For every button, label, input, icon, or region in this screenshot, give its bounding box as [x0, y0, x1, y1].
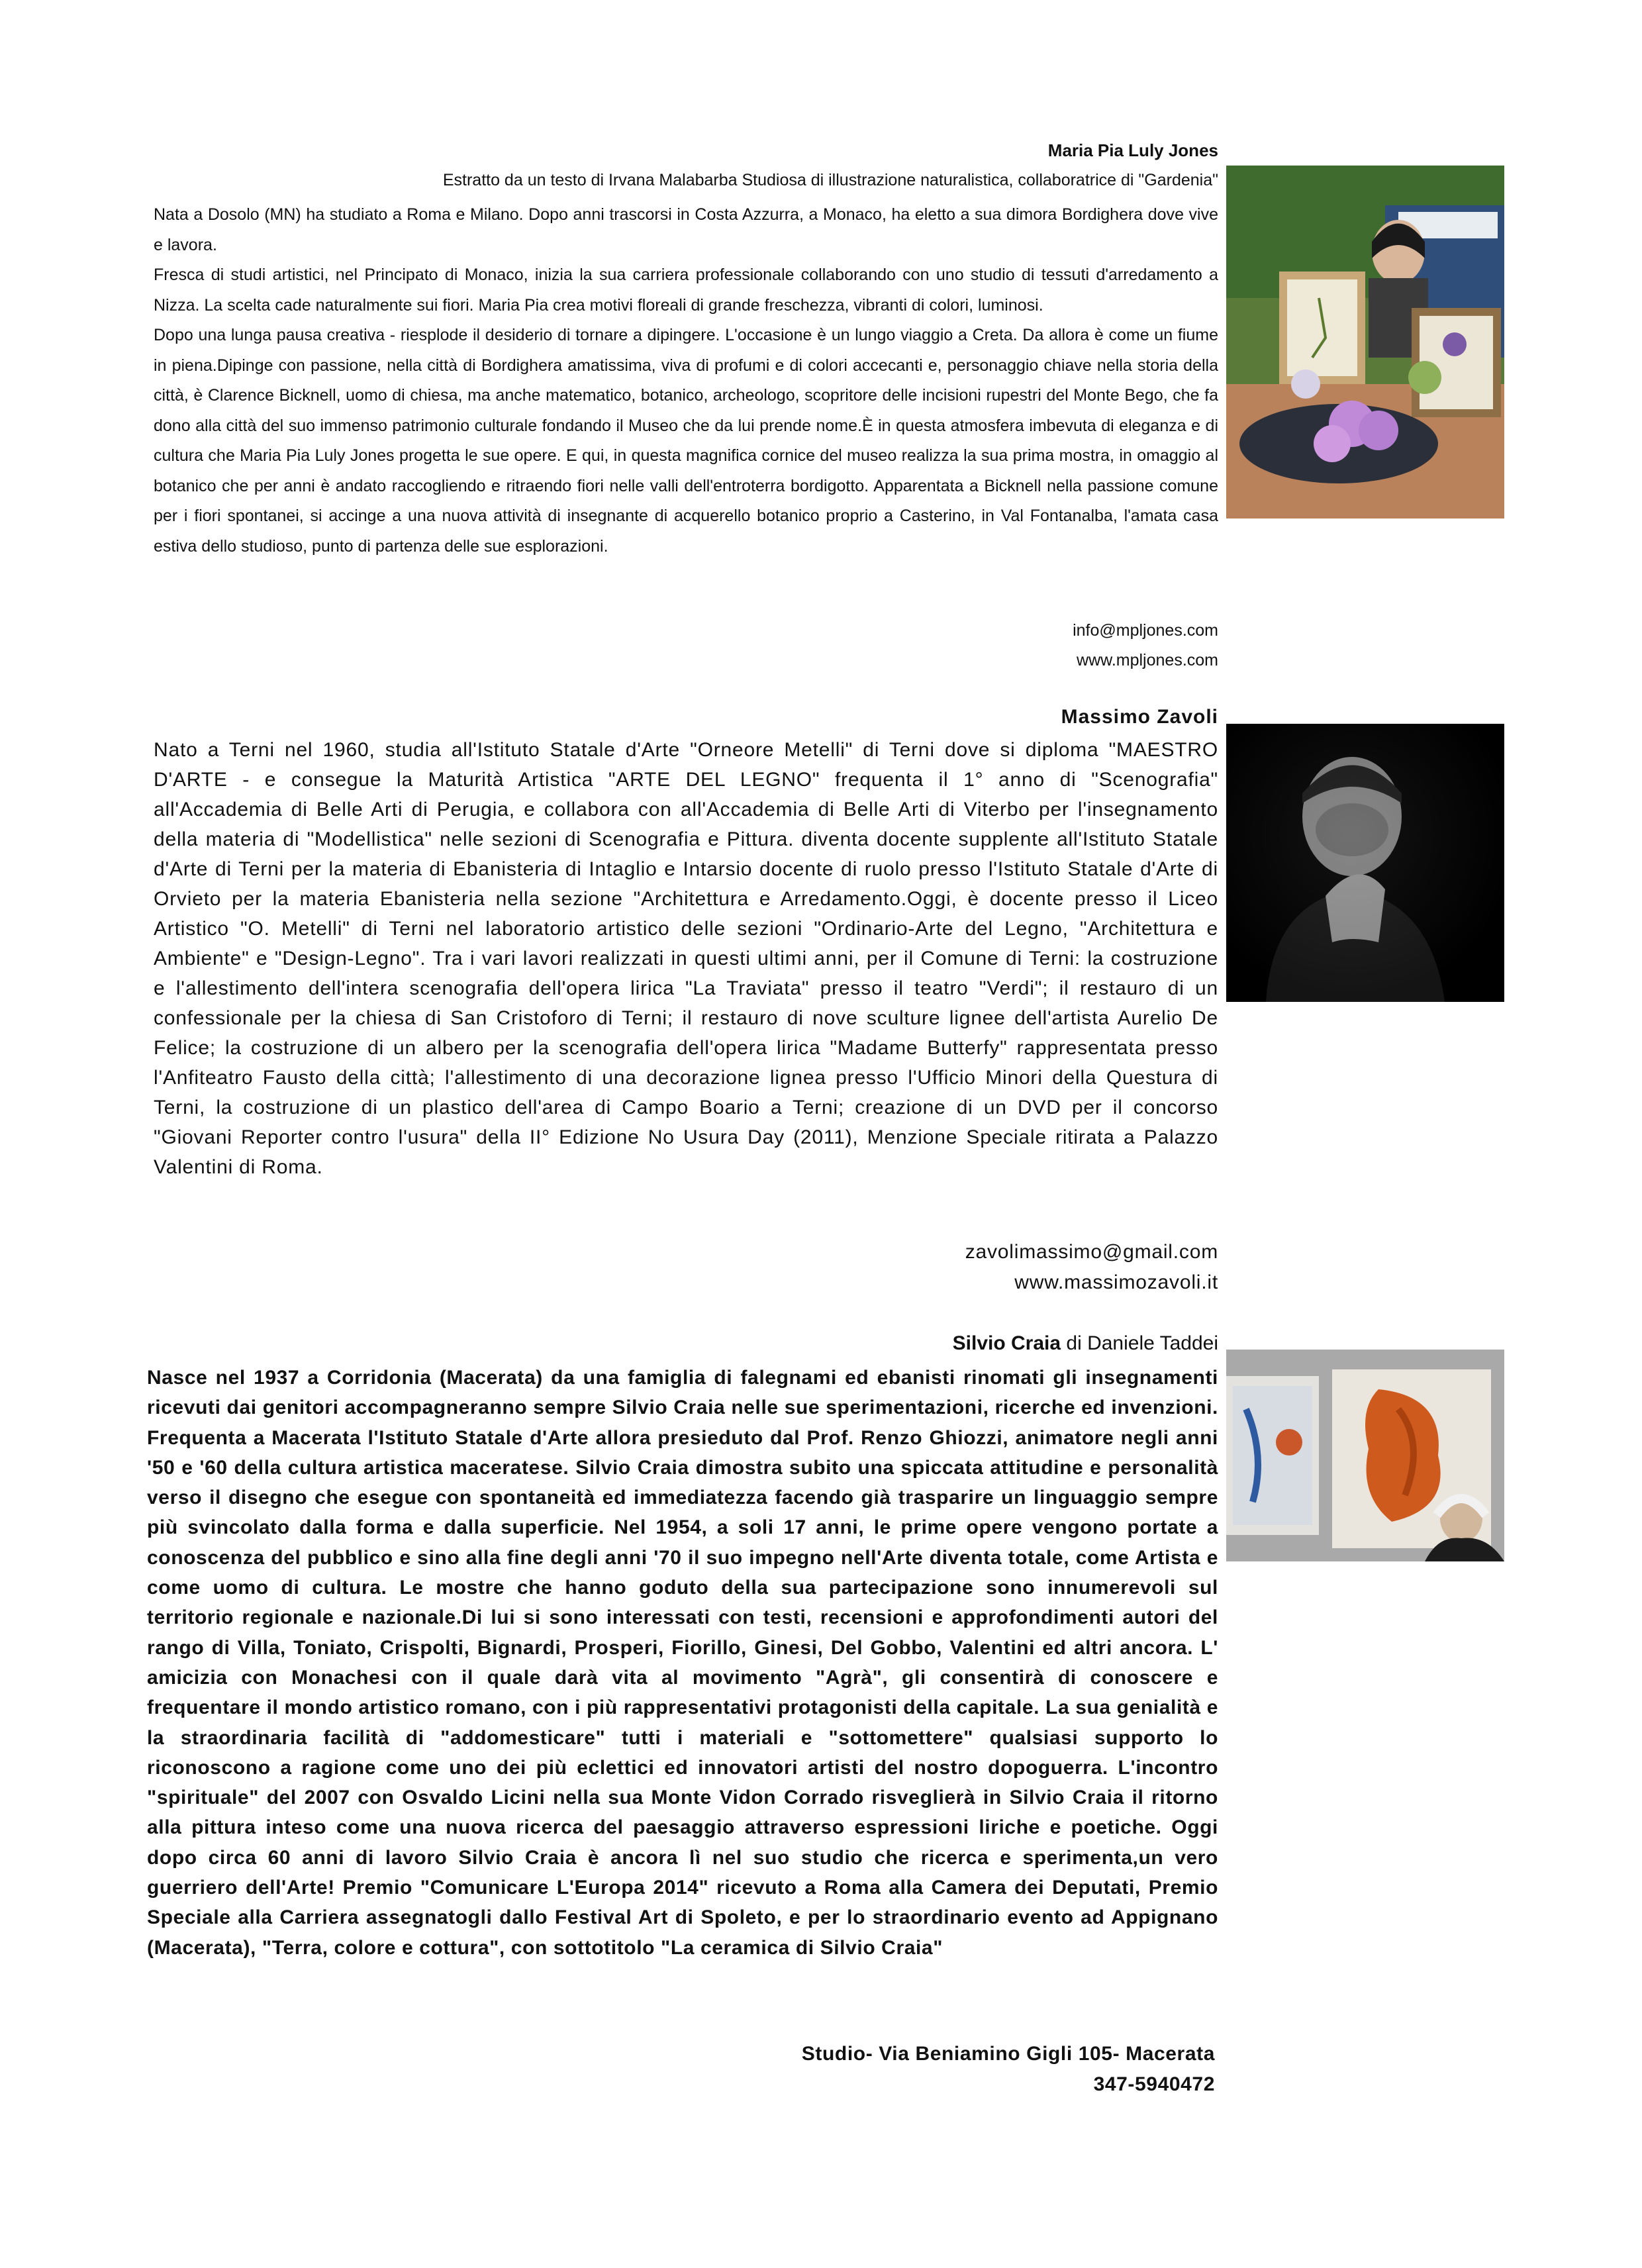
- email-link[interactable]: zavolimassimo@gmail.com: [965, 1241, 1218, 1263]
- phone-number: 347-5940472: [1093, 2073, 1215, 2095]
- artist-name-silvio: Silvio Craia: [952, 1332, 1061, 1354]
- artist-name-massimo: Massimo Zavoli: [1061, 706, 1218, 728]
- bio-text-silvio: Nasce nel 1937 a Corridonia (Macerata) da una famiglia di falegnami ed ebanisti rinomati gli insegnamenti ricevuti dai genitori accompagneranno sempre Silvio Craia nelle sue sperimentazioni, ricerche ed invenzioni. Frequenta a Macerata l'Istituto Statale d'Arte allora presieduto dal Prof. Renzo Ghiozzi, animatore negli anni '50 e '60 della cultura artistica maceratese. Silvio Craia dimostra subito una spiccata attitudine e personalità verso il disegno che esegue con spontaneità ed immediatezza facendo già trasparire un linguaggio sempre più svincolato dalla forma e dalla superficie. Nel 1954, a soli 17 anni, le prime opere vengono portate a conoscenza del pubblico e sino alla fine degli anni '70 il suo impegno nell'Arte diventa totale, come Artista e come uomo di cultura. Le mostre che hanno goduto della sua partecipazione sono innumerevoli sul territorio regionale e nazionale.Di lui si sono interessati con testi, recensioni e approfondimenti autori del rango di Villa, Toniato, Crispolti, Bignardi, Prosperi, Fiorillo, Ginesi, Del Gobbo, Valentini ed altri ancora. L' amicizia con Monachesi con il quale darà vita al movimento "Agrà", gli consentirà di conoscere e frequentare il mondo artistico romano, con i più rappresentativi protagonisti della capitale. La sua genialità e la straordinaria facilità di "addomesticare" tutti i materiali e "sottomettere" qualsiasi supporto lo riconoscono a ragione come uno dei più eclettici ed innovatori artisti del nostro dopoguerra. L'incontro "spirituale" del 2007 con Osvaldo Licini nella sua Monte Vidon Corrado risveglierà in Silvio Craia il ritorno alla pittura inteso come una nuova ricerca del paesaggio attraverso espressioni liriche e poetiche. Oggi dopo circa 60 anni di lavoro Silvio Craia è ancora lì nel suo studio che ricerca e sperimenta,un vero guerriero dell'Arte! Premio "Comunicare L'Europa 2014" ricevuto a Roma alla Camera dei Deputati, Premio Speciale alla Carriera assegnatogli dallo Festival Art di Spoleto, e per lo straordinario evento ad Appignano (Macerata), "Terra, colore e cottura", con sottotitolo "La ceramica di Silvio Craia": [147, 1367, 1218, 1959]
- artist-name-maria-pia: Maria Pia Luly Jones: [1047, 140, 1218, 160]
- bio-text-massimo: Nato a Terni nel 1960, studia all'Istituto Statale d'Arte "Orneore Metelli" di Terni dove si diploma "MAESTRO D'ARTE - e consegue la Maturità Artistica "ARTE DEL LEGNO" frequenta il 1° anno di "Scenografia" all'Accademia di Belle Arti di Perugia, e collabora con all'Accademia di Belle Arti di Viterbo per l'insegnamento della materia di "Modellistica" nelle sezioni di Scenografia e Pittura. diventa docente supplente all'Istituto Statale d'Arte di Terni per la materia di Ebanisteria di Intaglio e Intarsio docente di ruolo presso l'Istituto Statale d'Arte di Orvieto per la materia Ebanisteria nella sezione "Architettura e Arredamento.Oggi, è docente presso il Liceo Artistico "O. Metelli" di Terni nel laboratorio artistico delle sezioni "Ordinario-Arte del Legno, "Architettura e Ambiente" e "Design-Legno". Tra i vari lavori realizzati in questi ultimi anni, per il Comune di Terni: la costruzione e l'allestimento dell'intera scenografia dell'opera lirica "La Traviata" presso il teatro "Verdi"; il restauro di un confessionale per la chiesa di San Cristoforo di Terni; il restauro di nove sculture lignee dell'artista Aurelio De Felice; la costruzione di un albero per la scenografia dell'opera lirica "Madame Butterfy" rappresentata presso l'Anfiteatro Fausto della città; l'allestimento di una decorazione lignea presso l'Ufficio Minori della Questura di Terni, la costruzione di un plastico dell'area di Campo Boario a Terni; creazione di un DVD per il concorso "Giovani Reporter contro l'usura" della II° Edizione No Usura Day (2011), Menzione Speciale ritirata a Palazzo Valentini di Roma.: [154, 739, 1218, 1178]
- bio-paragraph: Fresca di studi artistici, nel Principato di Monaco, inizia la sua carriera professionale collaborando con uno studio di tessuti d'arredamento a Nizza. La scelta cade naturalmente sui fiori. Maria Pia crea motivi floreali di grande freschezza, vibranti di colori, luminosi.: [154, 266, 1218, 315]
- email-link[interactable]: info@mpljones.com: [1073, 621, 1218, 640]
- portrait-photo-maria-pia: [1226, 166, 1504, 518]
- artist-heading-silvio: [953, 1332, 1218, 1355]
- website-link[interactable]: www.massimozavoli.it: [1014, 1271, 1218, 1293]
- studio-address: Studio- Via Beniamino Gigli 105- Macerata: [801, 2043, 1215, 2065]
- bio-paragraph: Dopo una lunga pausa creativa - riesplode il desiderio di tornare a dipingere. L'occasione è un lungo viaggio a Creta. Da allora è come un fiume in piena.Dipinge con passione, nella città di Bordighera amatissima, viva di profumi e di colori accecanti e, personaggio chiave nella storia della città, è Clarence Bicknell, uomo di chiesa, ma anche matematico, botanico, archeologo, scopritore delle incisioni rupestri del Monte Bego, che fa dono alla città del suo immenso patrimonio culturale fondando il Museo che da lui prende nome.È in questa atmosfera imbevuta di eleganza e di cultura che Maria Pia Luly Jones progetta le sue opere. E qui, in questa magnifica cornice del museo realizza la sua prima mostra, in omaggio al botanico che per anni è andato raccogliendo e ritraendo fiori nelle valli dell'entroterra bordigotto. Apparentata a Bicknell nella passione comune per i fiori spontanei, si accinge a una nuova attività di insegnante di acquerello botanico proprio a Casterino, in Val Fontanalba, l'amata casa estiva dello studioso, punto di partenza delle sue esplorazioni.: [154, 326, 1218, 556]
- bio-text-maria-pia: [154, 200, 1218, 562]
- bio-paragraph: Nata a Dosolo (MN) ha studiato a Roma e Milano. Dopo anni trascorsi in Costa Azzurra, a Monaco, ha eletto a sua dimora Bordighera dove vive e lavora.: [154, 205, 1218, 254]
- portrait-photo-massimo: [1226, 724, 1504, 1002]
- portrait-photo-silvio: [1226, 1350, 1504, 1561]
- website-link[interactable]: www.mpljones.com: [1077, 651, 1218, 669]
- author-credit: di Daniele Taddei: [1061, 1332, 1218, 1354]
- source-note: Estratto da un testo di Irvana Malabarba Studiosa di illustrazione naturalistica, collaboratrice di "Gardenia": [442, 171, 1218, 189]
